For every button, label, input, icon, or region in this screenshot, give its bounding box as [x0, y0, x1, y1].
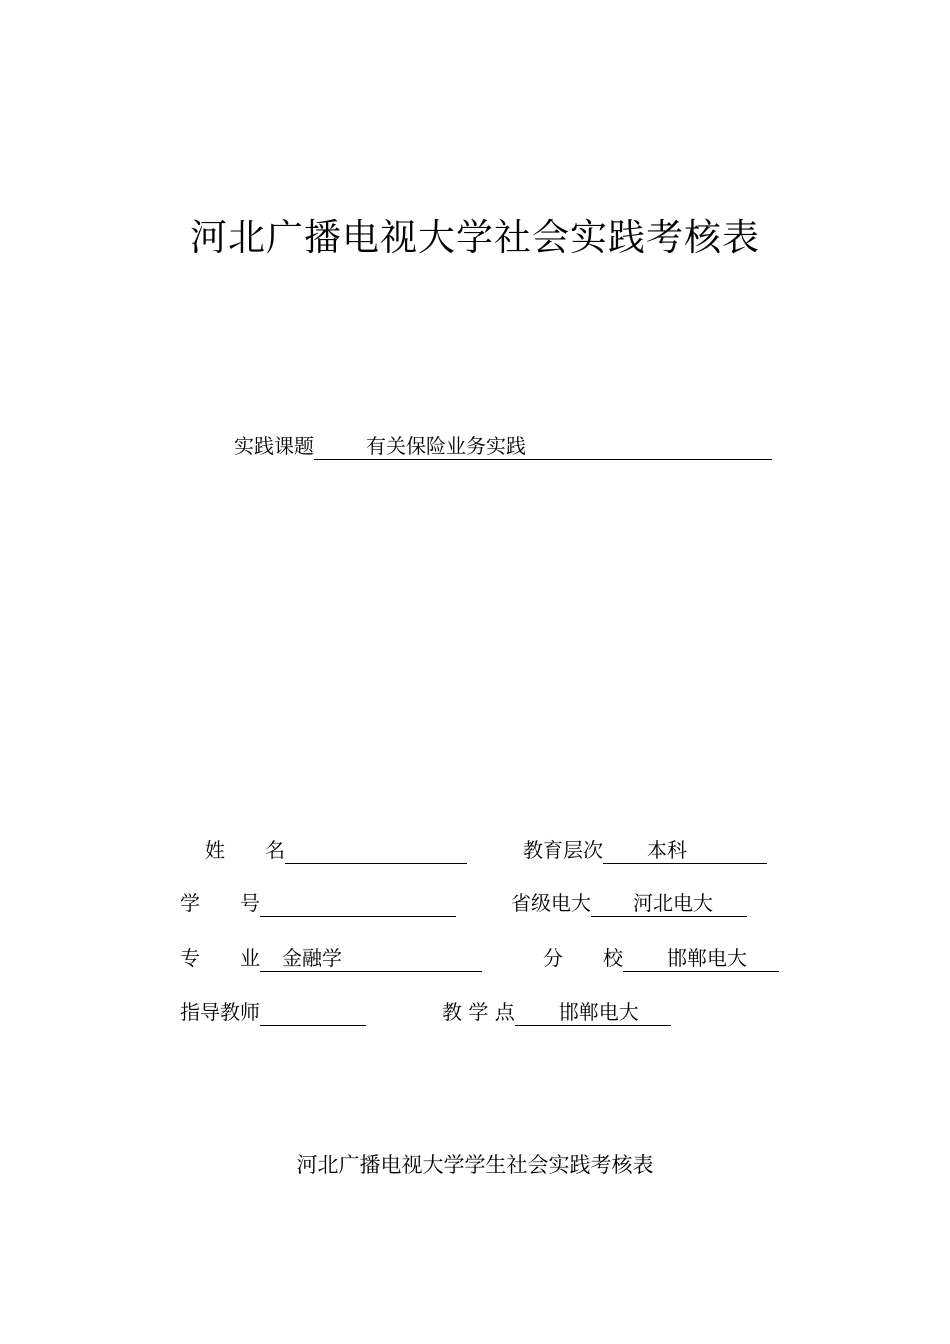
topic-row: [234, 432, 772, 460]
major-value-line: [260, 945, 482, 972]
branch-row: [543, 944, 779, 972]
major-value: 金融学: [282, 946, 342, 970]
branch-value-line: [623, 945, 779, 972]
document-title: 河北广播电视大学社会实践考核表: [190, 216, 760, 259]
branch-label: 分 校: [543, 946, 623, 970]
topic-value-line: [314, 433, 772, 460]
major-row: [180, 944, 482, 972]
topic-label: 实践课题: [234, 434, 314, 458]
advisor-label: 指导教师: [180, 1000, 260, 1024]
edu-level-value: 本科: [647, 838, 687, 862]
student-no-value-line: [260, 890, 456, 917]
major-label: 专 业: [180, 946, 260, 970]
advisor-row: [180, 998, 366, 1026]
provincial-univ-value-line: [591, 890, 747, 917]
advisor-value-line: [260, 999, 366, 1026]
footer-title: 河北广播电视大学学生社会实践考核表: [296, 1153, 654, 1177]
teaching-point-value-line: [515, 999, 671, 1026]
student-no-row: [180, 889, 456, 917]
provincial-univ-label: 省级电大: [511, 891, 591, 915]
student-no-label: 学 号: [180, 891, 260, 915]
edu-level-value-line: [603, 837, 767, 864]
edu-level-label: 教育层次: [523, 838, 603, 862]
name-value-line: [285, 837, 467, 864]
edu-level-row: [523, 836, 767, 864]
name-row: [205, 836, 467, 864]
teaching-point-row: [442, 998, 671, 1026]
teaching-point-label: 教 学 点: [442, 1000, 515, 1024]
provincial-univ-value: 河北电大: [633, 891, 713, 915]
provincial-univ-row: [511, 889, 747, 917]
teaching-point-value: 邯郸电大: [558, 1000, 639, 1024]
topic-value: 有关保险业务实践: [366, 434, 526, 458]
name-label: 姓 名: [205, 838, 285, 862]
branch-value: 邯郸电大: [667, 946, 747, 970]
